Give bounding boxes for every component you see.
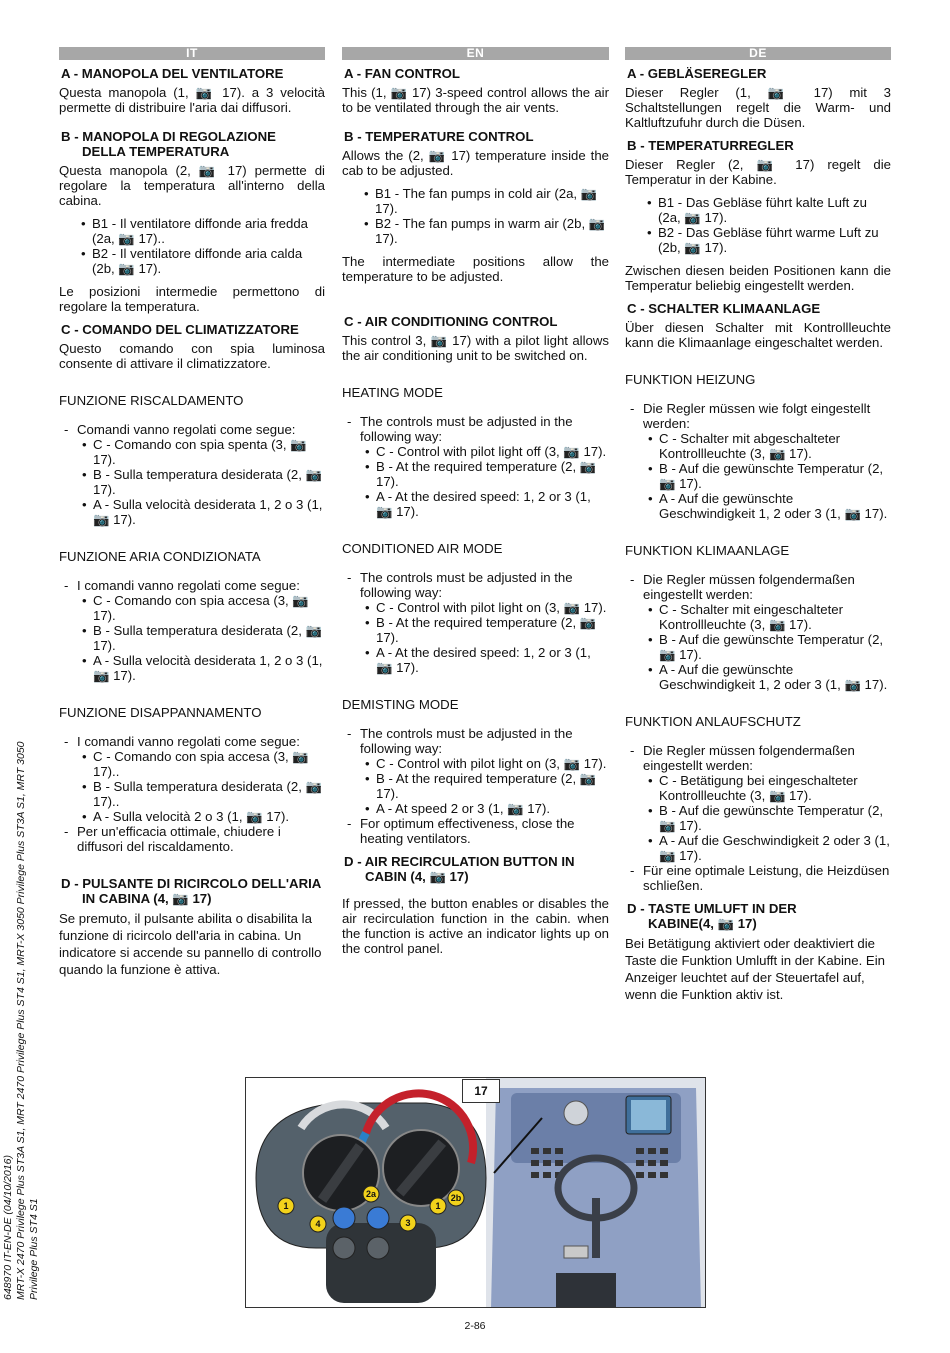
list-item: • B2 - Das Gebläse führt warme Luft zu (2b, 📷 17). [647, 225, 891, 255]
section-d-text: Se premuto, il pulsante abilita o disabilita la funzione di ricircolo dell'aria in cabina. Un indicatore si accende su pannello di controllo quando la funzione è attiva. [59, 911, 322, 977]
language-bar-de: DE [625, 47, 891, 60]
list-item: • B2 - Il ventilatore diffonde aria calda (2b, 📷 17). [81, 246, 325, 276]
section-c-text: This control 3, 📷 17) with a pilot light allows the air conditioning unit to be switched on. [342, 333, 609, 363]
list-item: • B1 - The fan pumps in cold air (2a, 📷 17). [364, 186, 609, 216]
section-d-title: D - TASTE UMLUFT IN DER KABINE(4, 📷 17) [627, 901, 797, 931]
section-c-text: Questo comando con spia luminosa consente di attivare il climatizzatore. [59, 341, 325, 371]
heating-mode-title: FUNKTION HEIZUNG [625, 372, 756, 387]
section-c-title: C - SCHALTER KLIMAANLAGE [627, 301, 821, 316]
demisting-mode-title: DEMISTING MODE [342, 697, 459, 712]
list-item: • C - Betätigung bei eingeschalteter Kontrollleuchte (3, 📷 17). [648, 773, 891, 803]
section-b-text: Allows the (2, 📷 17) temperature inside the cab to be adjusted. [342, 148, 609, 178]
section-a-title: A - MANOPOLA DEL VENTILATORE [61, 66, 284, 81]
list-item: • A - At the desired speed: 1, 2 or 3 (1, 📷 17). [365, 645, 609, 675]
section-b-title: B - MANOPOLA DI REGOLAZIONE DELLA TEMPERATURA [61, 129, 276, 159]
heating-mode-title: FUNZIONE RISCALDAMENTO [59, 393, 244, 408]
callout-label: 4 [315, 1219, 321, 1229]
list-item: • C - Comando con spia accesa (3, 📷 17). [82, 593, 325, 623]
list-item: - Für eine optimale Leistung, die Heizdüsen schließen. [630, 863, 891, 893]
list-item: • B1 - Il ventilatore diffonde aria fredda (2a, 📷 17).. [81, 216, 325, 246]
list-item: • A - At the desired speed: 1, 2 or 3 (1, 📷 17). [365, 489, 609, 519]
list-item: • B - Auf die gewünschte Temperatur (2, 📷 17). [648, 803, 891, 833]
ac-mode-title: FUNKTION KLIMAANLAGE [625, 543, 790, 558]
callout-label: 2a [365, 1189, 377, 1199]
section-d-title: D - AIR RECIRCULATION BUTTON IN CABIN (4, 📷 17) [344, 854, 575, 884]
ac-list: - The controls must be adjusted in the following way: • C - Control with pilot light on (3, 📷 17). • B - At the required temperature (2, 📷 17). • A - At the desired speed: 1, 2 or 3 (1, 📷 17). [342, 570, 609, 675]
section-b-title: B - TEMPERATURE CONTROL [344, 129, 534, 144]
section-b-text: Questa manopola (2, 📷 17) permette di regolare la temperatura all'interno della cabina. [59, 163, 325, 208]
list-item: • A - Sulla velocità desiderata 1, 2 o 3 (1, 📷 17). [82, 653, 325, 683]
ac-list: - I comandi vanno regolati come segue: • C - Comando con spia accesa (3, 📷 17). • B - Sulla temperatura desiderata (2, 📷 17). • A - Sulla velocità desiderata 1, 2 o 3 (1, 📷 17). [59, 578, 325, 683]
list-item: • B - Sulla temperatura desiderata (2, 📷 17). [82, 467, 325, 497]
list-item: • C - Comando con spia accesa (3, 📷 17).. [82, 749, 325, 779]
figure-number: 17 [462, 1079, 500, 1103]
column-german [625, 47, 891, 1003]
callout-label: 1 [435, 1201, 441, 1211]
section-a-text: Dieser Regler (1, 📷 17) mit 3 Schaltstellungen regelt die Warm- und Kaltluftzufuhr durch die Düsen. [625, 85, 891, 130]
page-number: 2-86 [464, 1320, 486, 1332]
list-item: • B2 - The fan pumps in warm air (2b, 📷 17). [364, 216, 609, 246]
demisting-list: - I comandi vanno regolati come segue: • C - Comando con spia accesa (3, 📷 17).. • B - Sulla temperatura desiderata (2, 📷 17).. • A - Sulla velocità 2 o 3 (1, 📷 17). - Per un'efficacia ottimale, chiudere i diffusori del riscaldamento. [59, 734, 325, 854]
section-a-text: Questa manopola (1, 📷 17). a 3 velocità permette di distribuire l'aria dai diffusori. [59, 85, 325, 115]
section-c-title: C - AIR CONDITIONING CONTROL [344, 314, 558, 329]
list-item: • B1 - Das Gebläse führt kalte Luft zu (2a, 📷 17). [647, 195, 891, 225]
section-a-title: A - GEBLÄSEREGLER [627, 66, 767, 81]
ac-mode-title: CONDITIONED AIR MODE [342, 541, 503, 556]
section-a-title: A - FAN CONTROL [344, 66, 460, 81]
list-item: • B - Sulla temperatura desiderata (2, 📷 17).. [82, 779, 325, 809]
list-item: • A - At speed 2 or 3 (1, 📷 17). [365, 801, 609, 816]
document-code: 648970 IT-EN-DE (04/10/2016) [2, 1155, 14, 1300]
section-b-after: The intermediate positions allow the temperature to be adjusted. [342, 254, 609, 284]
section-b-list [625, 195, 891, 255]
document-reference-sidebar [2, 740, 38, 1300]
section-b-title: B - TEMPERATURREGLER [627, 138, 794, 153]
language-bar-it: IT [59, 47, 325, 60]
list-item: • C - Control with pilot light on (3, 📷 17). [365, 756, 609, 771]
demisting-list: - Die Regler müssen folgendermaßen eingestellt werden: • C - Betätigung bei eingeschalteter Kontrollleuchte (3, 📷 17). • B - Auf die gewünschte Temperatur (2, 📷 17). • A - Auf die Geschwindigkeit 2 oder 3 (1, 📷 17). - Für eine optimale Leistung, die Heizdüsen schließen. [625, 743, 891, 893]
language-bar-en: EN [342, 47, 609, 60]
section-b-list [59, 216, 325, 276]
heating-list: - The controls must be adjusted in the following way: • C - Control with pilot light off (3, 📷 17). • B - At the required temperature (2, 📷 17). • A - At the desired speed: 1, 2 or 3 (1, 📷 17). [342, 414, 609, 519]
ac-list: - Die Regler müssen folgendermaßen eingestellt werden: • C - Schalter mit eingeschalteter Kontrollleuchte (3, 📷 17). • B - Auf die gewünschte Temperatur (2, 📷 17). • A - Auf die gewünschte Geschwindigkeit 1, 2 oder 3 (1, 📷 17). [625, 572, 891, 692]
list-item: • C - Control with pilot light on (3, 📷 17). [365, 600, 609, 615]
section-b-list [342, 186, 609, 246]
list-item: - For optimum effectiveness, close the heating ventilators. [347, 816, 609, 846]
list-item: • B - Auf die gewünschte Temperatur (2, 📷 17). [648, 461, 891, 491]
section-b-after: Zwischen diesen beiden Positionen kann die Temperatur beliebig eingestellt werden. [625, 263, 891, 293]
section-c-text: Über diesen Schalter mit Kontrollleuchte kann die Klimaanlage eingeschaltet werden. [625, 320, 891, 350]
list-item: • C - Schalter mit abgeschalteter Kontrollleuchte (3, 📷 17). [648, 431, 891, 461]
section-a-text: This (1, 📷 17) 3-speed control allows the air to be ventilated through the air vents. [342, 85, 609, 115]
figure-17-illustration [245, 1077, 706, 1308]
list-item: • A - Sulla velocità desiderata 1, 2 o 3 (1, 📷 17). [82, 497, 325, 527]
list-item: • B - At the required temperature (2, 📷 17). [365, 459, 609, 489]
section-d-text: If pressed, the button enables or disables the air recirculation function in the cabin. when the function is active an indicator lights up on the control panel. [342, 896, 609, 956]
list-item: • B - Auf die gewünschte Temperatur (2, 📷 17). [648, 632, 891, 662]
callout-label: 2b [450, 1193, 462, 1203]
list-item: • A - Auf die gewünschte Geschwindigkeit 1, 2 oder 3 (1, 📷 17). [648, 491, 891, 521]
list-item: • A - Auf die Geschwindigkeit 2 oder 3 (1, 📷 17). [648, 833, 891, 863]
list-item: • B - At the required temperature (2, 📷 17). [365, 615, 609, 645]
section-d-title: D - PULSANTE DI RICIRCOLO DELL'ARIA IN CABINA (4, 📷 17) [61, 876, 322, 906]
list-item: - Per un'efficacia ottimale, chiudere i diffusori del riscaldamento. [64, 824, 325, 854]
heating-list: - Comandi vanno regolati come segue: • C - Comando con spia spenta (3, 📷 17). • B - Sulla temperatura desiderata (2, 📷 17). • A - Sulla velocità desiderata 1, 2 o 3 (1, 📷 17). [59, 422, 325, 527]
model-list: MRT-X 2470 Privilege Plus ST3A S1, MRT 2470 Privilege Plus ST4 S1, MRT-X 3050 Privilege Plus ST3A S1, MRT 3050 Privilege Plus ST4 S1 [15, 741, 40, 1300]
list-item: • B - At the required temperature (2, 📷 17). [365, 771, 609, 801]
section-c-title: C - COMANDO DEL CLIMATIZZATORE [61, 322, 299, 337]
section-d-text: Bei Betätigung aktiviert oder deaktiviert die Taste die Funktion Umlufft in der Kabine. Ein Anzeiger leuchtet auf der Steuertafel auf, wenn die Funktion aktiv ist. [625, 936, 885, 1002]
heating-list: - Die Regler müssen wie folgt eingestellt werden: • C - Schalter mit abgeschalteter Kontrollleuchte (3, 📷 17). • B - Auf die gewünschte Temperatur (2, 📷 17). • A - Auf die gewünschte Geschwindigkeit 1, 2 oder 3 (1, 📷 17). [625, 401, 891, 521]
demisting-mode-title: FUNZIONE DISAPPANNAMENTO [59, 705, 262, 720]
heating-mode-title: HEATING MODE [342, 385, 443, 400]
list-item: • A - Auf die gewünschte Geschwindigkeit 1, 2 oder 3 (1, 📷 17). [648, 662, 891, 692]
ac-mode-title: FUNZIONE ARIA CONDIZIONATA [59, 549, 261, 564]
column-english [342, 47, 609, 956]
section-b-text: Dieser Regler (2, 📷 17) regelt die Temperatur in der Kabine. [625, 157, 891, 187]
section-b-after: Le posizioni intermedie permettono di regolare la temperatura. [59, 284, 325, 314]
list-item: • C - Comando con spia spenta (3, 📷 17). [82, 437, 325, 467]
demisting-mode-title: FUNKTION ANLAUFSCHUTZ [625, 714, 801, 729]
list-item: • C - Control with pilot light off (3, 📷 17). [365, 444, 609, 459]
list-item: • C - Schalter mit eingeschalteter Kontrollleuchte (3, 📷 17). [648, 602, 891, 632]
list-item: • B - Sulla temperatura desiderata (2, 📷 17). [82, 623, 325, 653]
callout-label: 1 [283, 1201, 289, 1211]
climate-panel-drawing [246, 1078, 706, 1308]
callout-label: 3 [405, 1218, 411, 1228]
column-italian [59, 47, 325, 978]
demisting-list: - The controls must be adjusted in the following way: • C - Control with pilot light on (3, 📷 17). • B - At the required temperature (2, 📷 17). • A - At speed 2 or 3 (1, 📷 17). - For optimum effectiveness, close the heating ventilators. [342, 726, 609, 846]
list-item: • A - Sulla velocità 2 o 3 (1, 📷 17). [82, 809, 325, 824]
